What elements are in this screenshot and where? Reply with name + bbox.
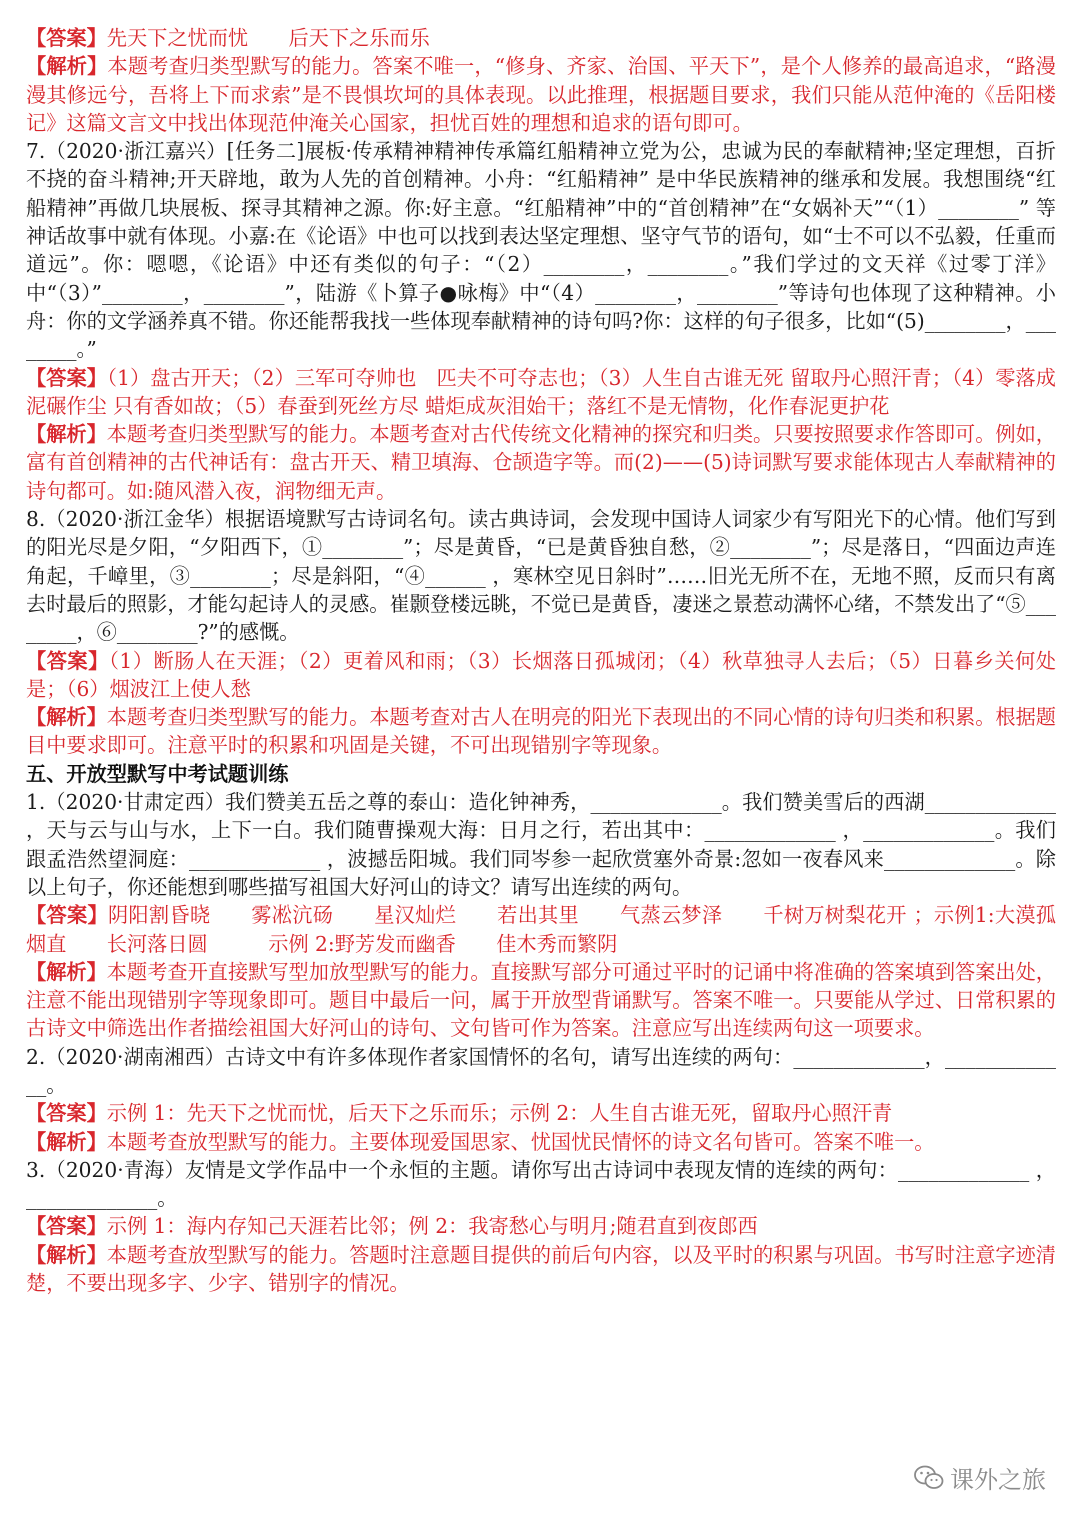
answer-block: 【答案】阴阳割昏晓 雾凇沆砀 星汉灿烂 若出其里 气蒸云梦泽 千树万树梨花开 ；示例1:大漠孤烟直 长河落日圆 示例 2:野芳发而幽香 佳木秀而繁阴: [26, 903, 1056, 956]
answer-block: 【答案】示例 1：海内存知己天涯若比邻；例 2：我寄愁心与明月;随君直到夜郎西: [26, 1214, 758, 1239]
question-8: 8.（2020·浙江金华）根据语境默写古诗词名句。读古典诗词，会发现中国诗人词家少有写阳光下的心情。他们写到的阳光尽是夕阳，“夕阳西下，①________”；尽是黄昏，“已是黄昏独自愁，②________”；尽是落日，“四面边声连角起，千嶂里，③________；尽是斜阳，“④______ ，寒林空见日斜时”……旧光无所不在，无地不照，反而只有离去时最后的照影，才能勾起诗人的灵感。崔颢登楼远眺，不觉已是黄昏，凄迷之景惹动满怀心绪，不禁发出了“⑤________，⑥________?”的感慨。: [26, 507, 1056, 645]
analysis-block: 【解析】本题考查归类型默写的能力。答案不唯一，“修身、齐家、治国、平天下”，是个人修养的最高追求，“路漫漫其修远兮，吾将上下而求索”是不畏惧坎坷的具体表现。以此推理，根据题目要求，我们只能从范仲淹的《岳阳楼记》这篇文言文中找出体现范仲淹关心国家，担忧百姓的理想和追求的语句即可。: [26, 54, 1056, 135]
question-1: 1.（2020·甘肃定西）我们赞美五岳之尊的泰山：造化钟神秀，_____________。我们赞美雪后的西湖_____________ ，天与云与山与水，上下一白。我们随曹操观大海：日月之行，若出其中：_____________ ，_____________。我们跟孟浩然望洞庭：_____________ ，波撼岳阳城。我们同岑参一起欣赏塞外奇景:忽如一夜春风来_____________。除以上句子，你还能想到哪些描写祖国大好河山的诗文？请写出连续的两句。: [26, 790, 1056, 899]
analysis-block: 【解析】本题考查归类型默写的能力。本题考查对古人在明亮的阳光下表现出的不同心情的诗句归类和积累。根据题目中要求即可。注意平时的积累和巩固是关键，不可出现错别字等现象。: [26, 705, 1056, 758]
analysis-block: 【解析】本题考查放型默写的能力。主要体现爱国思家、忧国忧民情怀的诗文名句皆可。答案不唯一。: [26, 1129, 935, 1154]
question-3: 3.（2020·青海）友情是文学作品中一个永恒的主题。请你写出古诗词中表现友情的连续的两句：_____________ ，_____________。: [26, 1157, 1056, 1211]
analysis-block: 【解析】本题考查归类型默写的能力。本题考查对古代传统文化精神的探究和归类。只要按照要求作答即可。例如，富有首创精神的古代神话有：盘古开天、精卫填海、仓颉造字等。而(2)——(5)诗词默写要求能体现古人奉献精神的诗句都可。如:随风潜入夜，润物细无声。: [26, 422, 1056, 503]
watermark: [914, 1460, 1046, 1495]
analysis-block: 【解析】本题考查开直接默写型加放型默写的能力。直接默写部分可通过平时的记诵中将准确的答案填到答案出处，注意不能出现错别字等现象即可。题目中最后一问，属于开放型背诵默写。答案不唯一。只要能从学过、日常积累的古诗文中筛选出作者描绘祖国大好河山的诗句、文句皆可作为答案。注意应写出连续两句这一项要求。: [26, 959, 1056, 1041]
analysis-block: 【解析】本题考查放型默写的能力。答题时注意题目提供的前后句内容，以及平时的积累与巩固。书写时注意字迹清楚，不要出现多字、少字、错别字的情况。: [26, 1242, 1056, 1296]
watermark-text: 课外之旅: [950, 1466, 1046, 1494]
answer-block: 【答案】（1）盘古开天；（2）三军可夺帅也 匹夫不可夺志也；（3）人生自古谁无死 留取丹心照汗青；（4）零落成泥碾作尘 只有香如故；（5）春蚕到死丝方尽 蜡炬成灰泪始干；落红不是无情物，化作春泥更护花: [26, 365, 1056, 418]
wechat-icon: [914, 1465, 944, 1491]
document-page: [26, 24, 1056, 1297]
question-2: 2.（2020·湖南湘西）古诗文中有许多体现作者家国情怀的名句，请写出连续的两句：_____________，_____________。: [26, 1044, 1056, 1097]
question-7: 7.（2020·浙江嘉兴）[任务二]展板·传承精神精神传承篇红船精神立党为公，忠诚为民的奉献精神;坚定理想，百折不挠的奋斗精神;开天辟地，敢为人先的首创精神。小舟：“红船精神” 是中华民族精神的继承和发展。我想围绕“红船精神”再做几块展板、探寻其精神之源。你:好主意。“红船精神”中的“首创精神”在“女娲补天”“（1）________” 等神话故事中就有体现。小嘉:在《论语》中也可以找到表达坚定理想、坚守气节的语句，如“士不可以不弘毅，任重而道远”。你：嗯嗯，《论语》中还有类似的句子：“（2）________，________。”我们学过的文天祥《过零丁洋》中“（3）”________，________”，陆游《卜算子●咏梅》中“（4）________，________”等诗句也体现了这种精神。小舟：你的文学涵养真不错。你还能帮我找一些体现奉献精神的诗句吗?你：这样的句子很多，比如“(5)________，________。”: [26, 139, 1056, 362]
answer-block: 【答案】示例 1：先天下之忧而忧，后天下之乐而乐；示例 2：人生自古谁无死，留取丹心照汗青: [26, 1101, 893, 1126]
answer-block: 【答案】（1）断肠人在天涯；（2）更着风和雨；（3）长烟落日孤城闭；（4）秋草独寻人去后；（5）日暮乡关何处是；（6）烟波江上使人愁: [26, 648, 1056, 701]
answer-block: 【答案】先天下之忧而忧 后天下之乐而乐: [26, 26, 430, 50]
section-heading: 五、开放型默写中考试题训练: [26, 761, 289, 786]
